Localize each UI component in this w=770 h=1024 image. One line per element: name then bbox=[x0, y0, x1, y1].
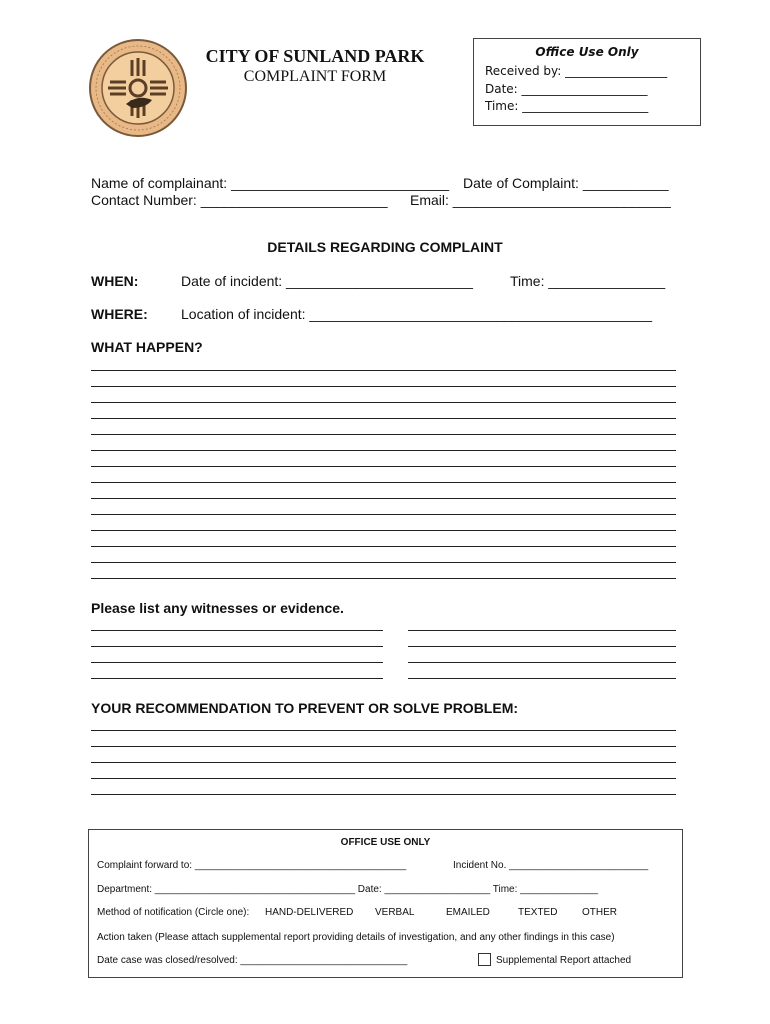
witness-line[interactable] bbox=[91, 678, 383, 679]
office-use-box bbox=[473, 38, 701, 126]
witness-line[interactable] bbox=[408, 678, 676, 679]
when-label: WHEN: bbox=[91, 273, 139, 289]
witness-line[interactable] bbox=[91, 646, 383, 647]
what-happen-line[interactable] bbox=[91, 402, 676, 403]
recommendation-line[interactable] bbox=[91, 730, 676, 731]
office-use-only-heading: OFFICE USE ONLY bbox=[340, 837, 431, 848]
recommendation-line[interactable] bbox=[91, 762, 676, 763]
action-taken-line[interactable]: Action taken (Please attach supplemental report providing details of investigation, and any other findings in this case) bbox=[97, 932, 615, 943]
what-happen-heading: WHAT HAPPEN? bbox=[91, 339, 203, 355]
department-date-time-field[interactable]: Department: ____________________________________ Date: ___________________ Time: ______________ bbox=[97, 884, 599, 895]
what-happen-line[interactable] bbox=[91, 562, 676, 563]
what-happen-line[interactable] bbox=[91, 434, 676, 435]
what-happen-line[interactable] bbox=[91, 482, 676, 483]
what-happen-line[interactable] bbox=[91, 386, 676, 387]
recommendation-line[interactable] bbox=[91, 746, 676, 747]
what-happen-line[interactable] bbox=[91, 418, 676, 419]
where-label: WHERE: bbox=[91, 306, 148, 322]
witness-line[interactable] bbox=[91, 630, 383, 631]
witness-line[interactable] bbox=[91, 662, 383, 663]
office-date-field[interactable]: Date: _____________________ bbox=[485, 82, 648, 96]
received-by-field[interactable]: Received by: _________________ bbox=[485, 64, 668, 78]
method-other[interactable]: OTHER bbox=[582, 907, 617, 918]
office-time-field[interactable]: Time: _____________________ bbox=[485, 99, 649, 113]
witness-line[interactable] bbox=[408, 646, 676, 647]
what-happen-line[interactable] bbox=[91, 370, 676, 371]
name-of-complainant-field[interactable]: Name of complainant: ____________________________ bbox=[91, 175, 450, 191]
method-hand-delivered[interactable]: HAND-DELIVERED bbox=[265, 907, 354, 918]
supplemental-report-checkbox[interactable] bbox=[478, 953, 491, 966]
form-title: COMPLAINT FORM bbox=[243, 68, 387, 85]
recommendation-line[interactable] bbox=[91, 794, 676, 795]
location-of-incident-field[interactable]: Location of incident: ____________________________________________ bbox=[181, 306, 653, 322]
complaint-forward-field[interactable]: Complaint forward to: ______________________________________ bbox=[97, 860, 407, 871]
what-happen-line[interactable] bbox=[91, 578, 676, 579]
email-field[interactable]: Email: ____________________________ bbox=[410, 192, 671, 208]
method-verbal[interactable]: VERBAL bbox=[375, 907, 415, 918]
city-title: CITY OF SUNLAND PARK bbox=[205, 46, 425, 66]
details-heading: DETAILS REGARDING COMPLAINT bbox=[267, 239, 503, 255]
office-box-title: Office Use Only bbox=[535, 45, 639, 59]
witness-line[interactable] bbox=[408, 662, 676, 663]
what-happen-line[interactable] bbox=[91, 450, 676, 451]
recommendation-heading: YOUR RECOMMENDATION TO PREVENT OR SOLVE PROBLEM: bbox=[91, 700, 519, 716]
incident-time-field[interactable]: Time: _______________ bbox=[510, 273, 666, 289]
what-happen-line[interactable] bbox=[91, 514, 676, 515]
what-happen-line[interactable] bbox=[91, 466, 676, 467]
witness-line[interactable] bbox=[408, 630, 676, 631]
what-happen-line[interactable] bbox=[91, 530, 676, 531]
date-of-incident-field[interactable]: Date of incident: ________________________ bbox=[181, 273, 473, 289]
date-closed-field[interactable]: Date case was closed/resolved: ______________________________ bbox=[97, 955, 408, 966]
method-emailed[interactable]: EMAILED bbox=[446, 907, 490, 918]
incident-number-field[interactable]: Incident No. _________________________ bbox=[453, 860, 649, 871]
date-of-complaint-field[interactable]: Date of Complaint: ___________ bbox=[463, 175, 669, 191]
supplemental-report-label: Supplemental Report attached bbox=[496, 955, 632, 966]
contact-number-field[interactable]: Contact Number: ________________________ bbox=[91, 192, 388, 208]
method-texted[interactable]: TEXTED bbox=[518, 907, 558, 918]
recommendation-line[interactable] bbox=[91, 778, 676, 779]
what-happen-line[interactable] bbox=[91, 498, 676, 499]
witnesses-heading: Please list any witnesses or evidence. bbox=[91, 600, 344, 616]
method-of-notification-label: Method of notification (Circle one): bbox=[97, 907, 250, 918]
what-happen-line[interactable] bbox=[91, 546, 676, 547]
